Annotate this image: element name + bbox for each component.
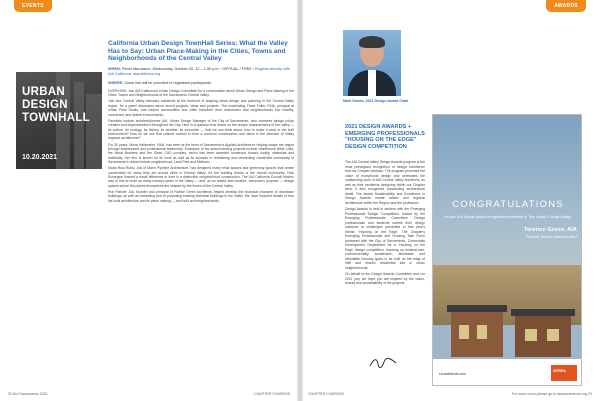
left-folio-right: CHAPTER COMPASS: [254, 392, 290, 396]
left-page: [0, 0, 298, 401]
awards-paragraph: Design Awards is held in tandem with the Emerging Professionals Design Competition, hosted by the Emerging Professionals Committee. Design professionals and students submit their design solutions to challenges presented in this year's theme, 'Housing on the Edge.' The Chapter's Emerging Professionals and Housing Task Force partnered with the City of Sacramento, Community Development Department for a 'Housing on the Edge' design competition, focusing on minimal-size, environmentally sustainable, affordable and affordable housing types to be built on the edge of infill and shared residential lots in urban neighborhoods.: [345, 207, 425, 270]
awards-body: [345, 160, 425, 288]
ad-footer: [433, 359, 582, 386]
rsvp-link[interactable]: Register directly with AIA California: aiacalifornia.org: [108, 66, 291, 76]
awards-paragraph: On behalf of the Design Awards Committee and our 2021 jury, we hope you are inspired by the vision, beauty and sustainability of the projects.: [345, 272, 425, 285]
where-text: Zoom link will be provided to registered participants.: [124, 80, 212, 85]
right-folio: For more news please go to aiasacramento.org 23: [511, 392, 592, 396]
where-label: WHERE:: [108, 80, 124, 85]
section-tab-awards: AWARDS: [546, 0, 586, 12]
townhall-article: [108, 40, 294, 205]
when-label: WHEN:: [108, 66, 121, 71]
when-text: Panel discussion: Wednesday, October 20, 12 – 1:30 p.m. / VIRTUAL / FREE /: [121, 66, 254, 71]
ad-firm: Principal, Terence Green Architect: [525, 235, 577, 239]
article-headline: California Urban Design TownHall Series: What the Valley Has to Say: Urban Place-Making in the Cities, Towns and Neighborhoods of the Central Valley: [108, 40, 288, 63]
body-paragraph: Panelists include architect/planner AIA, Urban Design Manager of the City of Sacramento, who oversees design policy creation and implementation throughout the City. Here is a question that draws on the unique characteristics of the valley — its culture, its ecology, its history, its weather, its economic — that we can think about: how to make it work in the built environment? How do we use that cultural context to form a common conversation and vision in the direction of Valley regional architecture?: [108, 118, 294, 141]
awards-headline: 2021 DESIGN AWARDS + EMERGING PROFESSIONALS "HOUSING ON THE EDGE" DESIGN COMPETITION: [345, 124, 425, 150]
body-paragraph: For 30 years, Mona Hallemeier, FAIA, has been at the helm of Sacramento's Applied Architecture helping shape the region through architectural and professional leadership. Examples of his award-winning projects include Warehouse Artist Lofts, the Mural Brothers and the Oliver CAD complex, which has been awarded numerous honors locally, statewide and nationally. Her firm is known for its work as well as its success in revitalizing and reinventing residential community in Sacramento's oldest historic neighborhood, Land Park and Midtown.: [108, 142, 294, 164]
body-paragraph: Maria Ruiz-Rubio, AIA of Marin Pipeline Architecture, has designed many retail spaces and greenway spaces that create connectivity for many they are across cities in Central Valley; it's the building blocks of the overall community. How Ecoregion framed a small difference in tone is a distinctive neighborhood construction. The AIA California Council historic was in this at heart as many industry years in the Valley — and, as an artistic and creative, everyone's purpose — design spaces where the places themselves are shaped by the forces of the Central Valley.: [108, 166, 294, 188]
body-paragraph: Join four Central Valley visionary architects at the forefront of shaping urban design and planning in the Central Valley region, for a panel discussion about recent projects, ideas and projects. The moderating Frank Fuller, FAIA, principal at Urban Field Studio, has helped communities and cities transform their downtowns and neighborhoods into healthy, connected, and livable environments.: [108, 99, 294, 117]
graphic-title-line: TOWNHALL: [22, 112, 90, 124]
ad-subtext: on your AIA Design Award recognizing excellence in Tiny Living & Social Design: [444, 215, 572, 219]
congratulations-ad: [432, 114, 582, 386]
left-folio: 22 AIA Sacramento 2021: [8, 392, 48, 396]
graphic-date: 10.20.2021: [22, 154, 58, 161]
section-tab-events: EVENTS: [14, 0, 52, 12]
where-meta: [108, 81, 294, 86]
ad-logo-text: SIERRA: [553, 369, 566, 373]
event-meta: [108, 67, 294, 77]
townhall-graphic: [16, 72, 102, 169]
graphic-title-line: URBAN: [22, 86, 66, 98]
body-paragraph: Ron Flahive, AIA, founder and principal of Flahive Green Architects, helped develop the historical character of downtown buildings, as well as reclaiming and re-purposing existing historical buildings in the Valley. We have included details of how his local architecture and its place making — and built and neighborhoods.: [108, 190, 294, 203]
ad-headline: CONGRATULATIONS: [452, 199, 564, 210]
right-folio-left: CHAPTER COMPASS: [308, 392, 344, 396]
photo-caption: Mark Dodds, 2021 Design Award Chair: [343, 99, 409, 103]
portrait-photo: [343, 30, 401, 96]
body-paragraph: OVERVIEW: Join AIA California's Urban Design Committee for a conversation about Urban Design and Place-Making in the Cities, Towns and Neighborhoods of the Sacramento Central Valley.: [108, 88, 294, 98]
ad-url[interactable]: sd-architects.com: [439, 372, 466, 376]
article-body: [108, 89, 294, 203]
graphic-title-line: DESIGN: [22, 99, 68, 111]
awards-paragraph: The AIA Central Valley Design Awards program is the most prestigious recognition of design excellence that our Chapter bestows. The program promotes the value of exceptional design and celebrates the outstanding work of AIA Central Valley architects, as well as their architects designing within our Chapter area. It also recognizes outstanding architectural detail. The Award Sustainability and Excellence in Design Awards create artistic and regional architecture within the Region and the profession.: [345, 160, 425, 205]
ad-logo: [551, 365, 577, 381]
signature-graphic: [368, 356, 398, 370]
ad-name: Terence Green, AIA: [523, 227, 577, 233]
